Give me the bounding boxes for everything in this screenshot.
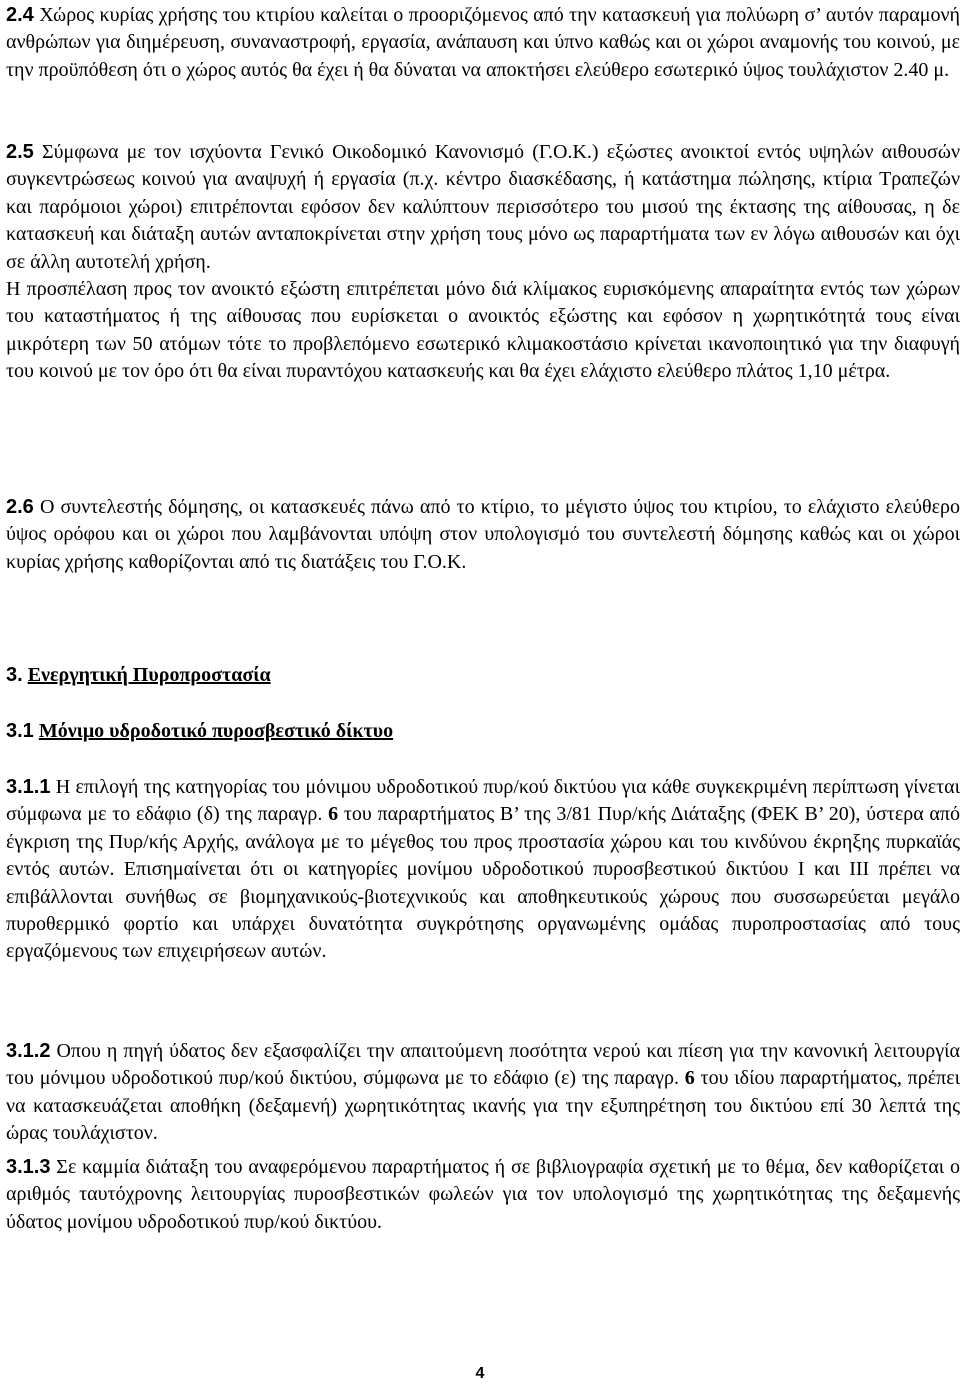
heading-section-3-1: [6, 718, 393, 745]
paragraph-text: Οπου η πηγή ύδατος δεν εξασφαλίζει την απαιτούμενη ποσότητα νερού και πίεση για την κανονική λειτουργία του μόνιμου υδροδοτικού πυρ/κού δικτύου, σύμφωνα με το εδάφιο (ε) της παραγρ.: [6, 1040, 960, 1090]
section-number: 2.5: [6, 141, 34, 163]
paragraph-text: Ο συντελεστής δόμησης, οι κατασκευές πάνω από το κτίριο, το μέγιστο ύψος του κτιρίου, το ελάχιστο ελεύθερο ύψος ορόφου και οι χώροι που λαμβάνονται υπόψη στον υπολογισμό του συντελεστή δόμησης καθώς και οι χώροι κυρίας χρήσης καθορίζονται από τις διατάξεις του Γ.Ο.Κ.: [6, 496, 960, 573]
heading-section-3: [6, 662, 271, 689]
page-number: 4: [475, 1365, 485, 1382]
paragraph-3-1-1: [6, 774, 960, 966]
paragraph-2-4: [6, 2, 960, 84]
heading-number: 3.1: [6, 720, 34, 742]
paragraph-text: Η επιλογή της κατηγορίας του μόνιμου υδροδοτικού πυρ/κού δικτύου για κάθε συγκεκριμένη περίπτωση γίνεται σύμφωνα με το εδάφιο (δ) της παραγρ.: [6, 776, 960, 826]
paragraph-text-continued: Η προσπέλαση προς τον ανοικτό εξώστη επιτρέπεται μόνο διά κλίμακος ευρισκόμενης απαραίτητα εντός των χώρων του καταστήματος ή της αίθουσας που ευρίσκεται ο ανοικτός εξώστης και εφόσον η χωρητικότητά τους είναι μικρότερη των 50 ατόμων τότε το προβλεπόμενο εσωτερικό κλιμακοστάσιο κρίνεται ικανοποιητικό για την διαφυγή του κοινού με τον όρο ότι θα είναι πυραντόχου κατασκευής και θα έχει ελάχιστο ελεύθερο πλάτος 1,10 μέτρα.: [6, 278, 960, 383]
bold-number: 6: [328, 803, 339, 826]
heading-title: Ενεργητική Πυροπροστασία: [27, 664, 271, 686]
heading-title: Μόνιμο υδροδοτικό πυροσβεστικό δίκτυο: [38, 720, 394, 742]
paragraph-3-1-3: [6, 1154, 960, 1236]
paragraph-text: Σε καμμία διάταξη του αναφερόμενου παραρτήματος ή σε βιβλιογραφία σχετική με το θέμα, δεν καθορίζεται ο αριθμός ταυτόχρονης λειτουργίας πυροσβεστικών φωλεών για τον υπολογισμό της χωρητικότητας της δεξαμενής ύδατος μονίμου υδροδοτικού πυρ/κού δικτύου.: [6, 1156, 960, 1233]
section-number: 3.1.1: [6, 776, 51, 798]
paragraph-text-continued: του ιδίου παραρτήματος, πρέπει να κατασκευάζεται αποθήκη (δεξαμενή) χωρητικότητας ικανής για την εξυπηρέτηση του δικτύου επί 30 λεπτά της ώρας τουλάχιστον.: [6, 1067, 960, 1145]
section-number: 3.1.2: [6, 1040, 51, 1062]
paragraph-2-5: [6, 139, 960, 386]
bold-number: 6: [684, 1067, 695, 1090]
paragraph-text-continued: του παραρτήματος Β’ της 3/81 Πυρ/κής Διάταξης (ΦΕΚ Β’ 20), ύστερα από έγκριση της Πυρ/κής Αρχής, ανάλογα με το μέγεθος του προς προστασία χώρου και του κινδύνου έκρηξης πυρκαϊάς εντός αυτών. Επισημαίνεται ότι οι κατηγορίες μονίμου υδροδοτικού πυροσβεστικού δικτύου Ι και ΙΙΙ πρέπει να επιβάλλονται συνήθως σε βιομηχανικούς-βιοτεχνικούς και αποθηκευτικούς χώρους που συσσωρεύεται μεγάλο πυροθερμικό φορτίο και υπάρχει δυνατότητα συγκρότησης οργανωμένης ομάδας πυροπροστασίας από τους εργαζόμενους των επιχειρήσεων αυτών.: [6, 803, 960, 963]
section-number: 3.1.3: [6, 1156, 51, 1178]
heading-number: 3.: [6, 664, 23, 686]
section-number: 2.4: [6, 4, 34, 26]
paragraph-2-6: [6, 494, 960, 576]
paragraph-text: Σύμφωνα με τον ισχύοντα Γενικό Οικοδομικό Κανονισμό (Γ.Ο.Κ.) εξώστες ανοικτοί εντός υψηλών αιθουσών συγκεντρώσεως κοινού για αναψυχή ή εργασία (π.χ. κέντρο διασκέδασης, ή κατάστημα πώλησης, κτίρια Τραπεζών και παρόμοιοι χώροι) επιτρέπονται εφόσον δεν καλύπτουν περισσότερο του μισού της έκτασης της αίθουσας, η δε κατασκευή και διάταξη αυτών ανταποκρίνεται στην χρήση τους μόνο ως παραρτήματα των εν λόγω αιθουσών και όχι σε άλλη αυτοτελή χρήση.: [6, 141, 960, 273]
paragraph-3-1-2: [6, 1038, 960, 1148]
paragraph-text: Χώρος κυρίας χρήσης του κτιρίου καλείται ο προοριζόμενος από την κατασκευή για πολύωρη σ’ αυτόν παραμονή ανθρώπων για διημέρευση, συναναστροφή, εργασία, ανάπαυση και ύπνο καθώς και οι χώροι αναμονής του κοινού, με την προϋπόθεση ότι ο χώρος αυτός θα έχει ή θα δύναται να αποκτήσει ελεύθερο εσωτερικό ύψος τουλάχιστον 2.40 μ.: [6, 4, 960, 81]
section-number: 2.6: [6, 496, 34, 518]
